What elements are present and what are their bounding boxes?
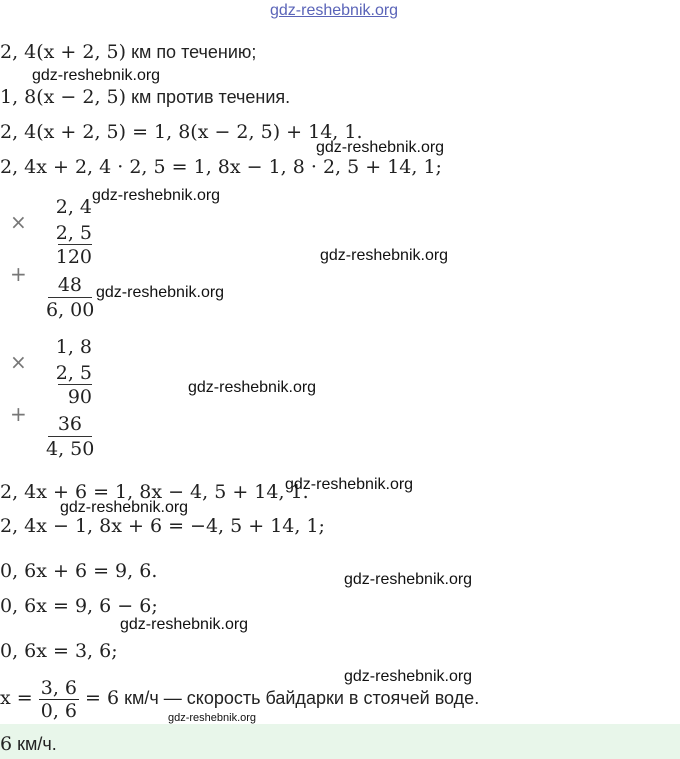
step-value: 0, 6x = 3, 6; <box>0 640 118 662</box>
final-lhs: x = <box>0 687 33 709</box>
mult1-partial-1: 120 <box>55 246 92 268</box>
expanded-equation: 2, 4x + 2, 4 · 2, 5 = 1, 8x − 1, 8 · 2, 5 + 14, 1; <box>0 156 442 178</box>
main-equation: 2, 4(x + 2, 5) = 1, 8(x − 2, 5) + 14, 1. <box>0 121 363 143</box>
multiply-sign: × <box>10 350 27 374</box>
mult2-line <box>58 384 92 385</box>
step-isolate: 0, 6x = 9, 6 − 6; <box>0 595 158 617</box>
mult2-factor-a: 1, 8 <box>55 336 92 358</box>
downstream-expression: 2, 4(x + 2, 5) <box>0 41 127 63</box>
mult2-partial-2: 36 <box>57 413 82 435</box>
mult2-factor-b: 2, 5 <box>55 362 92 384</box>
watermark: gdz-reshebnik.org <box>32 67 161 84</box>
watermark: gdz-reshebnik.org <box>320 247 449 264</box>
downstream-label: км по течению; <box>126 42 257 62</box>
mult1-result: 6, 00 <box>46 299 95 321</box>
mult2-partial-1: 90 <box>67 386 92 408</box>
watermark-top[interactable]: gdz-reshebnik.org <box>270 2 399 19</box>
watermark: gdz-reshebnik.org <box>92 187 221 204</box>
equation-line-downstream <box>0 41 256 63</box>
watermark: gdz-reshebnik.org <box>316 139 445 156</box>
final-description: км/ч — скорость байдарки в стоячей воде. <box>119 688 480 708</box>
upstream-label: км против течения. <box>126 87 291 107</box>
plus-sign: + <box>10 262 27 286</box>
step-simplified: 2, 4x + 6 = 1, 8x − 4, 5 + 14, 1. <box>0 481 309 503</box>
answer-value: 6 <box>0 733 13 755</box>
watermark: gdz-reshebnik.org <box>344 571 473 588</box>
mult1-result-line <box>48 297 92 298</box>
step-linear: 0, 6x + 6 = 9, 6. <box>0 560 158 582</box>
watermark: gdz-reshebnik.org <box>60 499 189 516</box>
mult1-line <box>58 244 92 245</box>
mult2-result: 4, 50 <box>46 438 95 460</box>
plus-sign: + <box>10 402 27 426</box>
step-collect-terms: 2, 4x − 1, 8x + 6 = −4, 5 + 14, 1; <box>0 515 325 537</box>
fraction-denominator: 0, 6 <box>40 699 77 722</box>
mult1-factor-b: 2, 5 <box>55 222 92 244</box>
final-rhs: = 6 <box>85 687 120 709</box>
multiply-sign: × <box>10 210 27 234</box>
upstream-expression: 1, 8(x − 2, 5) <box>0 86 127 108</box>
watermark-small: gdz-reshebnik.org <box>168 712 257 724</box>
watermark: gdz-reshebnik.org <box>285 476 414 493</box>
mult1-partial-2: 48 <box>57 274 82 296</box>
watermark: gdz-reshebnik.org <box>344 668 473 685</box>
watermark: gdz-reshebnik.org <box>120 616 249 633</box>
answer-panel <box>0 724 680 759</box>
watermark: gdz-reshebnik.org <box>188 379 317 396</box>
watermark: gdz-reshebnik.org <box>96 284 225 301</box>
fraction-numerator: 3, 6 <box>40 676 77 699</box>
answer-unit: км/ч. <box>12 734 57 754</box>
mult2-result-line <box>48 436 92 437</box>
equation-line-upstream <box>0 86 290 108</box>
mult1-factor-a: 2, 4 <box>55 196 92 218</box>
final-fraction <box>39 677 79 722</box>
answer <box>0 733 57 755</box>
